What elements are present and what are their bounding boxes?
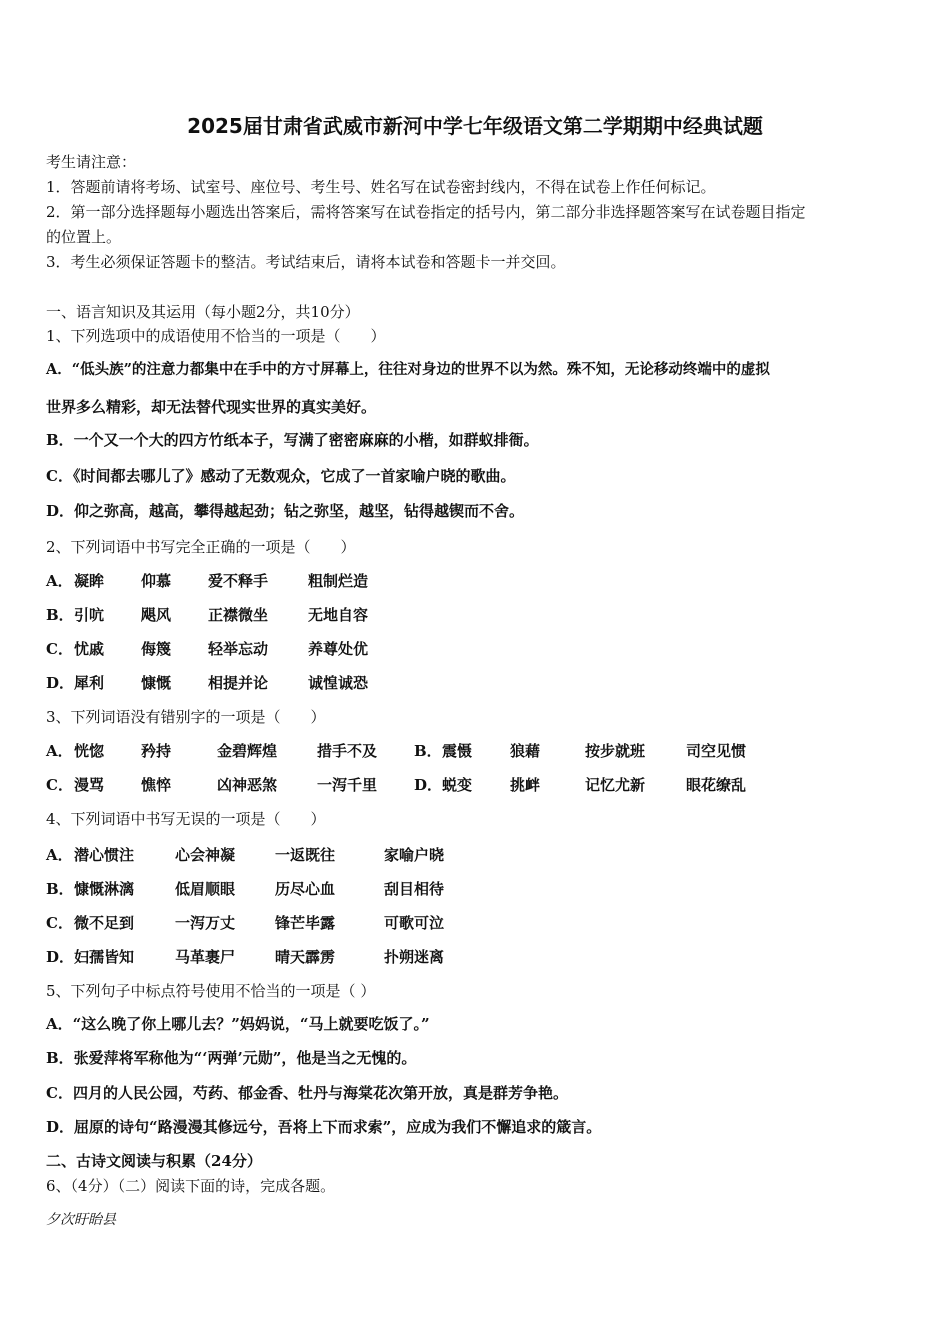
option-word: 司空见惯 (686, 742, 747, 760)
option-word: 刮目相待 (384, 880, 445, 898)
option-word: 记忆尤新 (585, 776, 646, 794)
option-label: C． (46, 776, 73, 794)
option-word: 扑朔迷离 (384, 948, 445, 966)
option-word: 正襟微坐 (208, 606, 269, 624)
option-word: 引吭 (74, 606, 105, 624)
option-word: 心会神凝 (175, 846, 236, 864)
q5-option-a: A．“这么晚了你上哪儿去？”妈妈说，“马上就要吃饭了。” (46, 1015, 430, 1033)
q3-options-row-2 (46, 775, 746, 795)
option-word: 慷慨淋漓 (74, 880, 135, 898)
option-word: 微不足到 (74, 914, 135, 932)
option-label: B． (46, 606, 74, 624)
option-label: A． (46, 572, 73, 590)
option-word: 恍惚 (74, 742, 105, 760)
option-word: 忧戚 (74, 640, 105, 658)
option-word: 金碧辉煌 (217, 742, 278, 760)
option-word: 漫骂 (74, 776, 105, 794)
option-label: C． (46, 914, 73, 932)
option-label: A． (46, 846, 73, 864)
option-word: 历尽心血 (275, 880, 336, 898)
option-label: D． (46, 948, 75, 966)
option-word: 锋芒毕露 (275, 914, 336, 932)
option-word: 侮篾 (141, 640, 172, 658)
option-word: 晴天霹雳 (275, 948, 336, 966)
option-word: 按步就班 (585, 742, 646, 760)
option-word: 相提并论 (208, 674, 269, 692)
option-word: 眼花缭乱 (686, 776, 747, 794)
option-word: 潜心惯注 (74, 846, 135, 864)
notice-item-1: 1．答题前请将考场、试室号、座位号、考生号、姓名写在试卷密封线内，不得在试卷上作任何标记。 (46, 178, 716, 196)
q5-option-c: C．四月的人民公园，芍药、郁金香、牡丹与海棠花次第开放，真是群芳争艳。 (46, 1084, 568, 1102)
q2-option-c (46, 639, 368, 659)
option-word: 凶神恶煞 (217, 776, 278, 794)
option-word: 挑衅 (510, 776, 541, 794)
option-word: 凝眸 (74, 572, 105, 590)
section2-heading: 二、古诗文阅读与积累（24分） (46, 1152, 262, 1170)
notice-item-2: 2．第一部分选择题每小题选出答案后，需将答案写在试卷指定的括号内，第二部分非选择题答案写在试卷题目指定 (46, 203, 806, 221)
option-word: 震慑 (442, 742, 473, 760)
option-word: 憔悴 (141, 776, 172, 794)
option-word: 措手不及 (317, 742, 378, 760)
notice-item-3: 3．考生必须保证答题卡的整洁。考试结束后，请将本试卷和答题卡一并交回。 (46, 253, 566, 271)
q4-option-c (46, 913, 444, 933)
option-label: B． (414, 742, 442, 760)
page-title: 2025届甘肃省武威市新河中学七年级语文第二学期期中经典试题 (187, 114, 763, 138)
option-word: 飓风 (141, 606, 172, 624)
q4-stem: 4、下列词语中书写无误的一项是（ ） (46, 810, 326, 828)
option-word: 犀利 (74, 674, 105, 692)
q1-option-c: C．《时间都去哪儿了》感动了无数观众，它成了一首家喻户晓的歌曲。 (46, 467, 516, 485)
option-word: 狼藉 (510, 742, 541, 760)
option-label: D． (414, 776, 443, 794)
option-word: 家喻户晓 (384, 846, 445, 864)
poem-title: 夕次盱眙县 (46, 1212, 116, 1228)
option-word: 无地自容 (308, 606, 369, 624)
option-word: 低眉顺眼 (175, 880, 236, 898)
q2-option-a (46, 571, 368, 591)
option-label: C． (46, 640, 73, 658)
option-word: 轻举忘动 (208, 640, 269, 658)
option-label: A． (46, 742, 73, 760)
q4-option-a (46, 845, 444, 865)
q1-stem: 1、下列选项中的成语使用不恰当的一项是（ ） (46, 327, 386, 345)
option-word: 一泻万丈 (175, 914, 236, 932)
q4-option-d (46, 947, 444, 967)
option-word: 慷慨 (141, 674, 172, 692)
option-word: 可歌可泣 (384, 914, 445, 932)
q1-option-a-cont: 世界多么精彩，却无法替代现实世界的真实美好。 (46, 398, 377, 416)
q1-option-a: A．“低头族”的注意力都集中在手中的方寸屏幕上，往往对身边的世界不以为然。殊不知，无论移动终端中的虚拟 (46, 361, 770, 378)
option-word: 粗制烂造 (308, 572, 369, 590)
option-word: 马革裹尸 (175, 948, 236, 966)
option-word: 一泻千里 (317, 776, 378, 794)
q3-stem: 3、下列词语没有错别字的一项是（ ） (46, 708, 326, 726)
option-word: 诚惶诚恐 (308, 674, 369, 692)
q2-option-b (46, 605, 368, 625)
option-label: B． (46, 880, 74, 898)
q1-option-d: D．仰之弥高，越高，攀得越起劲；钻之弥坚，越坚，钻得越锲而不舍。 (46, 502, 525, 520)
q2-stem: 2、下列词语中书写完全正确的一项是（ ） (46, 538, 356, 556)
section1-heading: 一、语言知识及其运用（每小题2分，共10分） (46, 303, 360, 321)
option-word: 爱不释手 (208, 572, 269, 590)
option-word: 蜕变 (442, 776, 473, 794)
q1-option-b: B．一个又一个大的四方竹纸本子，写满了密密麻麻的小楷，如群蚁排衙。 (46, 431, 539, 449)
q2-option-d (46, 673, 368, 693)
option-label: D． (46, 674, 75, 692)
notice-item-2-cont: 的位置上。 (46, 228, 122, 246)
option-word: 妇孺皆知 (74, 948, 135, 966)
q5-option-b: B．张爱萍将军称他为“‘两弹’元勋”，他是当之无愧的。 (46, 1049, 417, 1067)
q5-option-d: D．屈原的诗句“路漫漫其修远兮，吾将上下而求索”，应成为我们不懈追求的箴言。 (46, 1118, 602, 1136)
q4-option-b (46, 879, 444, 899)
notice-heading: 考生请注意： (46, 153, 137, 171)
q3-options-row-1 (46, 741, 746, 761)
q5-stem: 5、下列句子中标点符号使用不恰当的一项是（ ） (46, 982, 376, 1000)
option-word: 一返既往 (275, 846, 336, 864)
option-word: 仰慕 (141, 572, 172, 590)
q6-stem: 6、（4分）（二）阅读下面的诗，完成各题。 (46, 1177, 336, 1195)
option-word: 矜持 (141, 742, 172, 760)
option-word: 养尊处优 (308, 640, 369, 658)
